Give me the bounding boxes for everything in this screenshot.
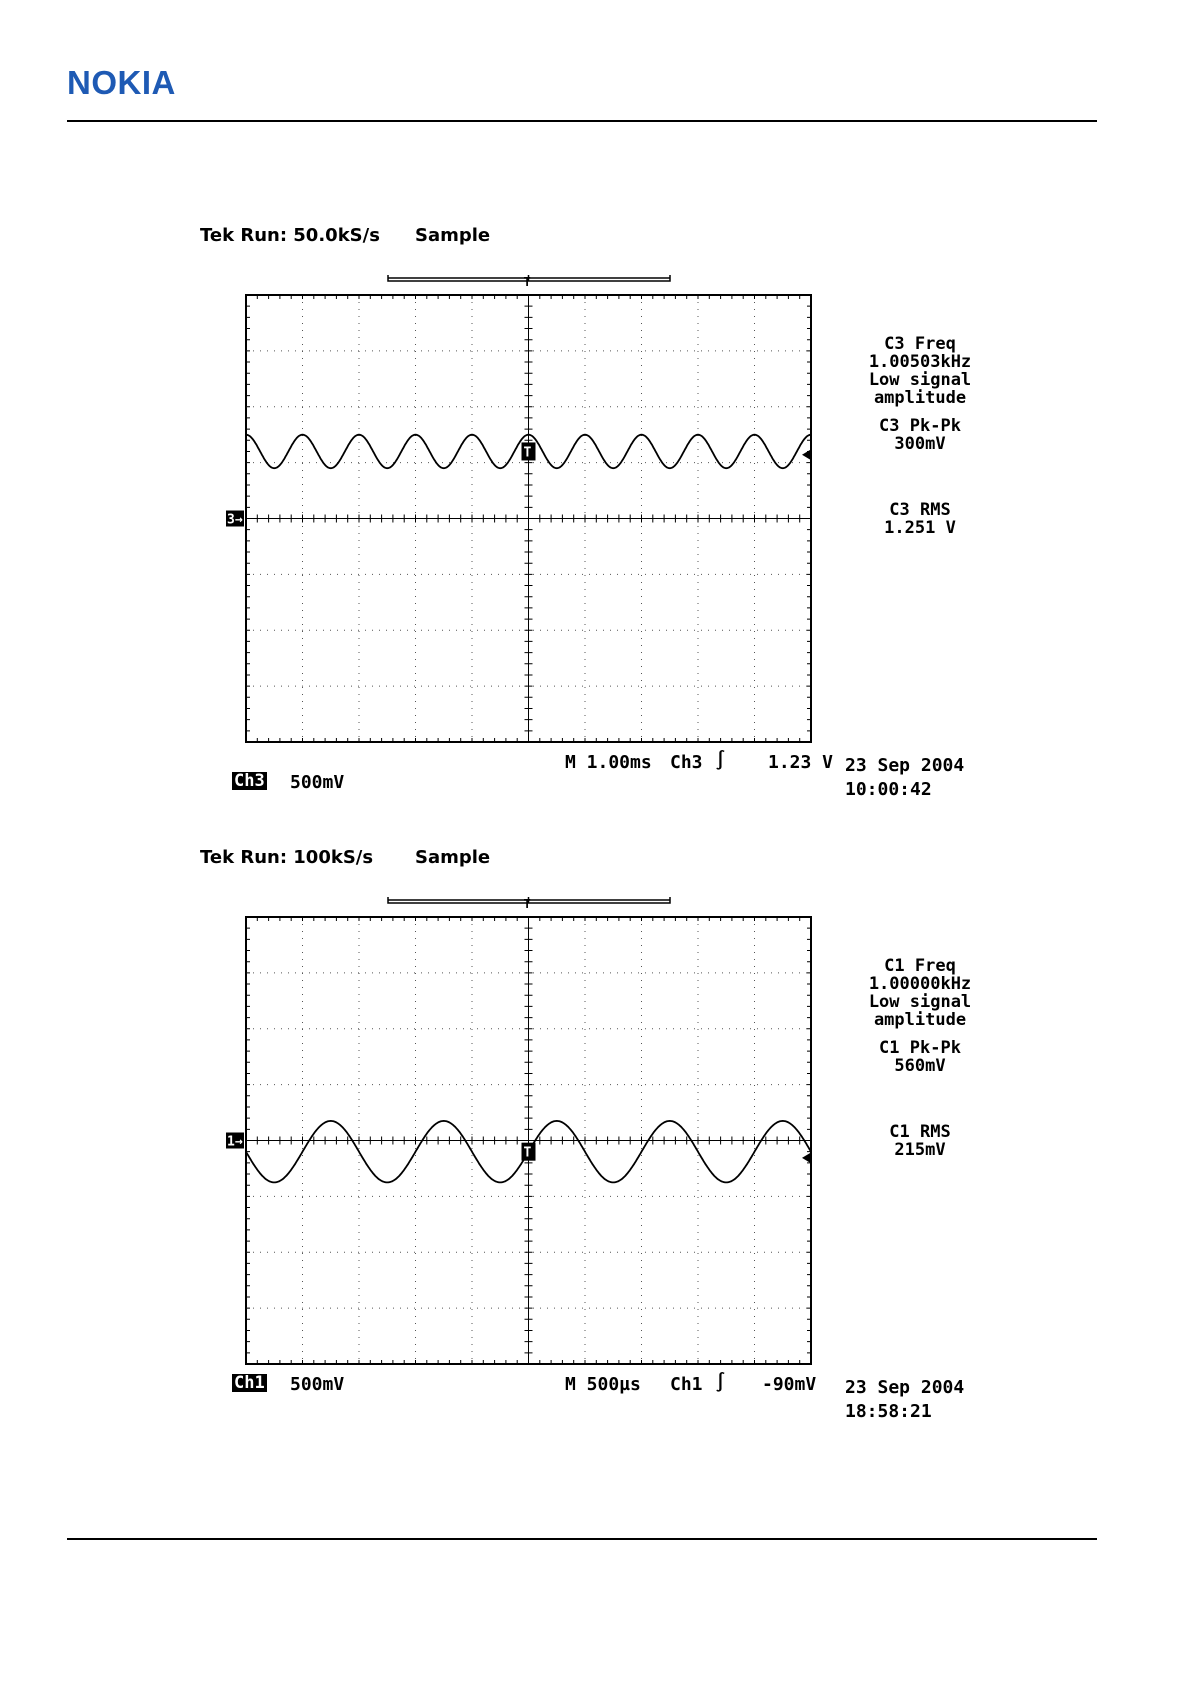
channel-badge: Ch3 (234, 771, 265, 791)
acquisition-mode: Sample (415, 847, 491, 868)
waveform-plot-2 (226, 887, 836, 1372)
scope-title: Tek Run: 50.0kS/s (200, 225, 380, 246)
scope-title: Tek Run: 100kS/s (200, 847, 374, 868)
volts-per-div: 500mV (290, 772, 345, 793)
pkpk-value: 560mV (894, 1056, 946, 1076)
trigger-slope-icon: ∫ (715, 1372, 726, 1393)
trigger-level: 1.23 V (768, 752, 834, 773)
measurement-panel-1 (850, 335, 990, 537)
trigger-level-arrow (802, 1152, 812, 1164)
header-rule (67, 120, 1097, 122)
nokia-logo: NOKIA (67, 64, 176, 101)
trigger-level: -90mV (762, 1374, 817, 1395)
freq-label: C1 Freq (884, 956, 956, 976)
pkpk-value: 300mV (894, 434, 946, 454)
trigger-slope-icon: ∫ (715, 750, 726, 771)
ground-marker-label: 1→ (227, 1134, 243, 1150)
scope-capture-1 (190, 225, 990, 800)
trigger-top-marker: T (523, 275, 531, 289)
trigger-level-arrow (802, 449, 812, 461)
waveform-plot-1 (226, 265, 836, 750)
freq-note: amplitude (873, 1010, 967, 1030)
capture-time: 18:58:21 (845, 1401, 932, 1422)
freq-value: 1.00503kHz (868, 352, 972, 372)
footer-rule (67, 1538, 1097, 1540)
rms-label: C3 RMS (889, 500, 951, 520)
measurement-panel-2 (850, 957, 990, 1159)
pkpk-label: C1 Pk-Pk (879, 1038, 961, 1058)
timebase: M 500µs (565, 1374, 641, 1395)
capture-time: 10:00:42 (845, 779, 932, 800)
freq-value: 1.00000kHz (868, 974, 972, 994)
rms-label: C1 RMS (889, 1122, 951, 1142)
scope-capture-2 (190, 847, 990, 1422)
acquisition-mode: Sample (415, 225, 491, 246)
rms-value: 215mV (894, 1140, 946, 1160)
channel-badge: Ch1 (234, 1373, 265, 1393)
capture-date: 23 Sep 2004 (845, 755, 965, 776)
capture-date: 23 Sep 2004 (845, 1377, 965, 1398)
trigger-top-marker: T (523, 897, 531, 911)
freq-label: C3 Freq (884, 334, 956, 354)
freq-note: amplitude (873, 388, 967, 408)
trigger-source: Ch1 (670, 1374, 703, 1395)
trigger-marker-label: T (523, 1145, 532, 1161)
trigger-marker-label: T (523, 445, 532, 461)
pkpk-label: C3 Pk-Pk (879, 416, 961, 436)
freq-note: Low signal (868, 370, 972, 390)
trigger-source: Ch3 (670, 752, 703, 773)
timebase: M 1.00ms (565, 752, 652, 773)
rms-value: 1.251 V (884, 518, 956, 538)
ground-marker-label: 3→ (227, 512, 243, 528)
volts-per-div: 500mV (290, 1374, 345, 1395)
freq-note: Low signal (868, 992, 972, 1012)
